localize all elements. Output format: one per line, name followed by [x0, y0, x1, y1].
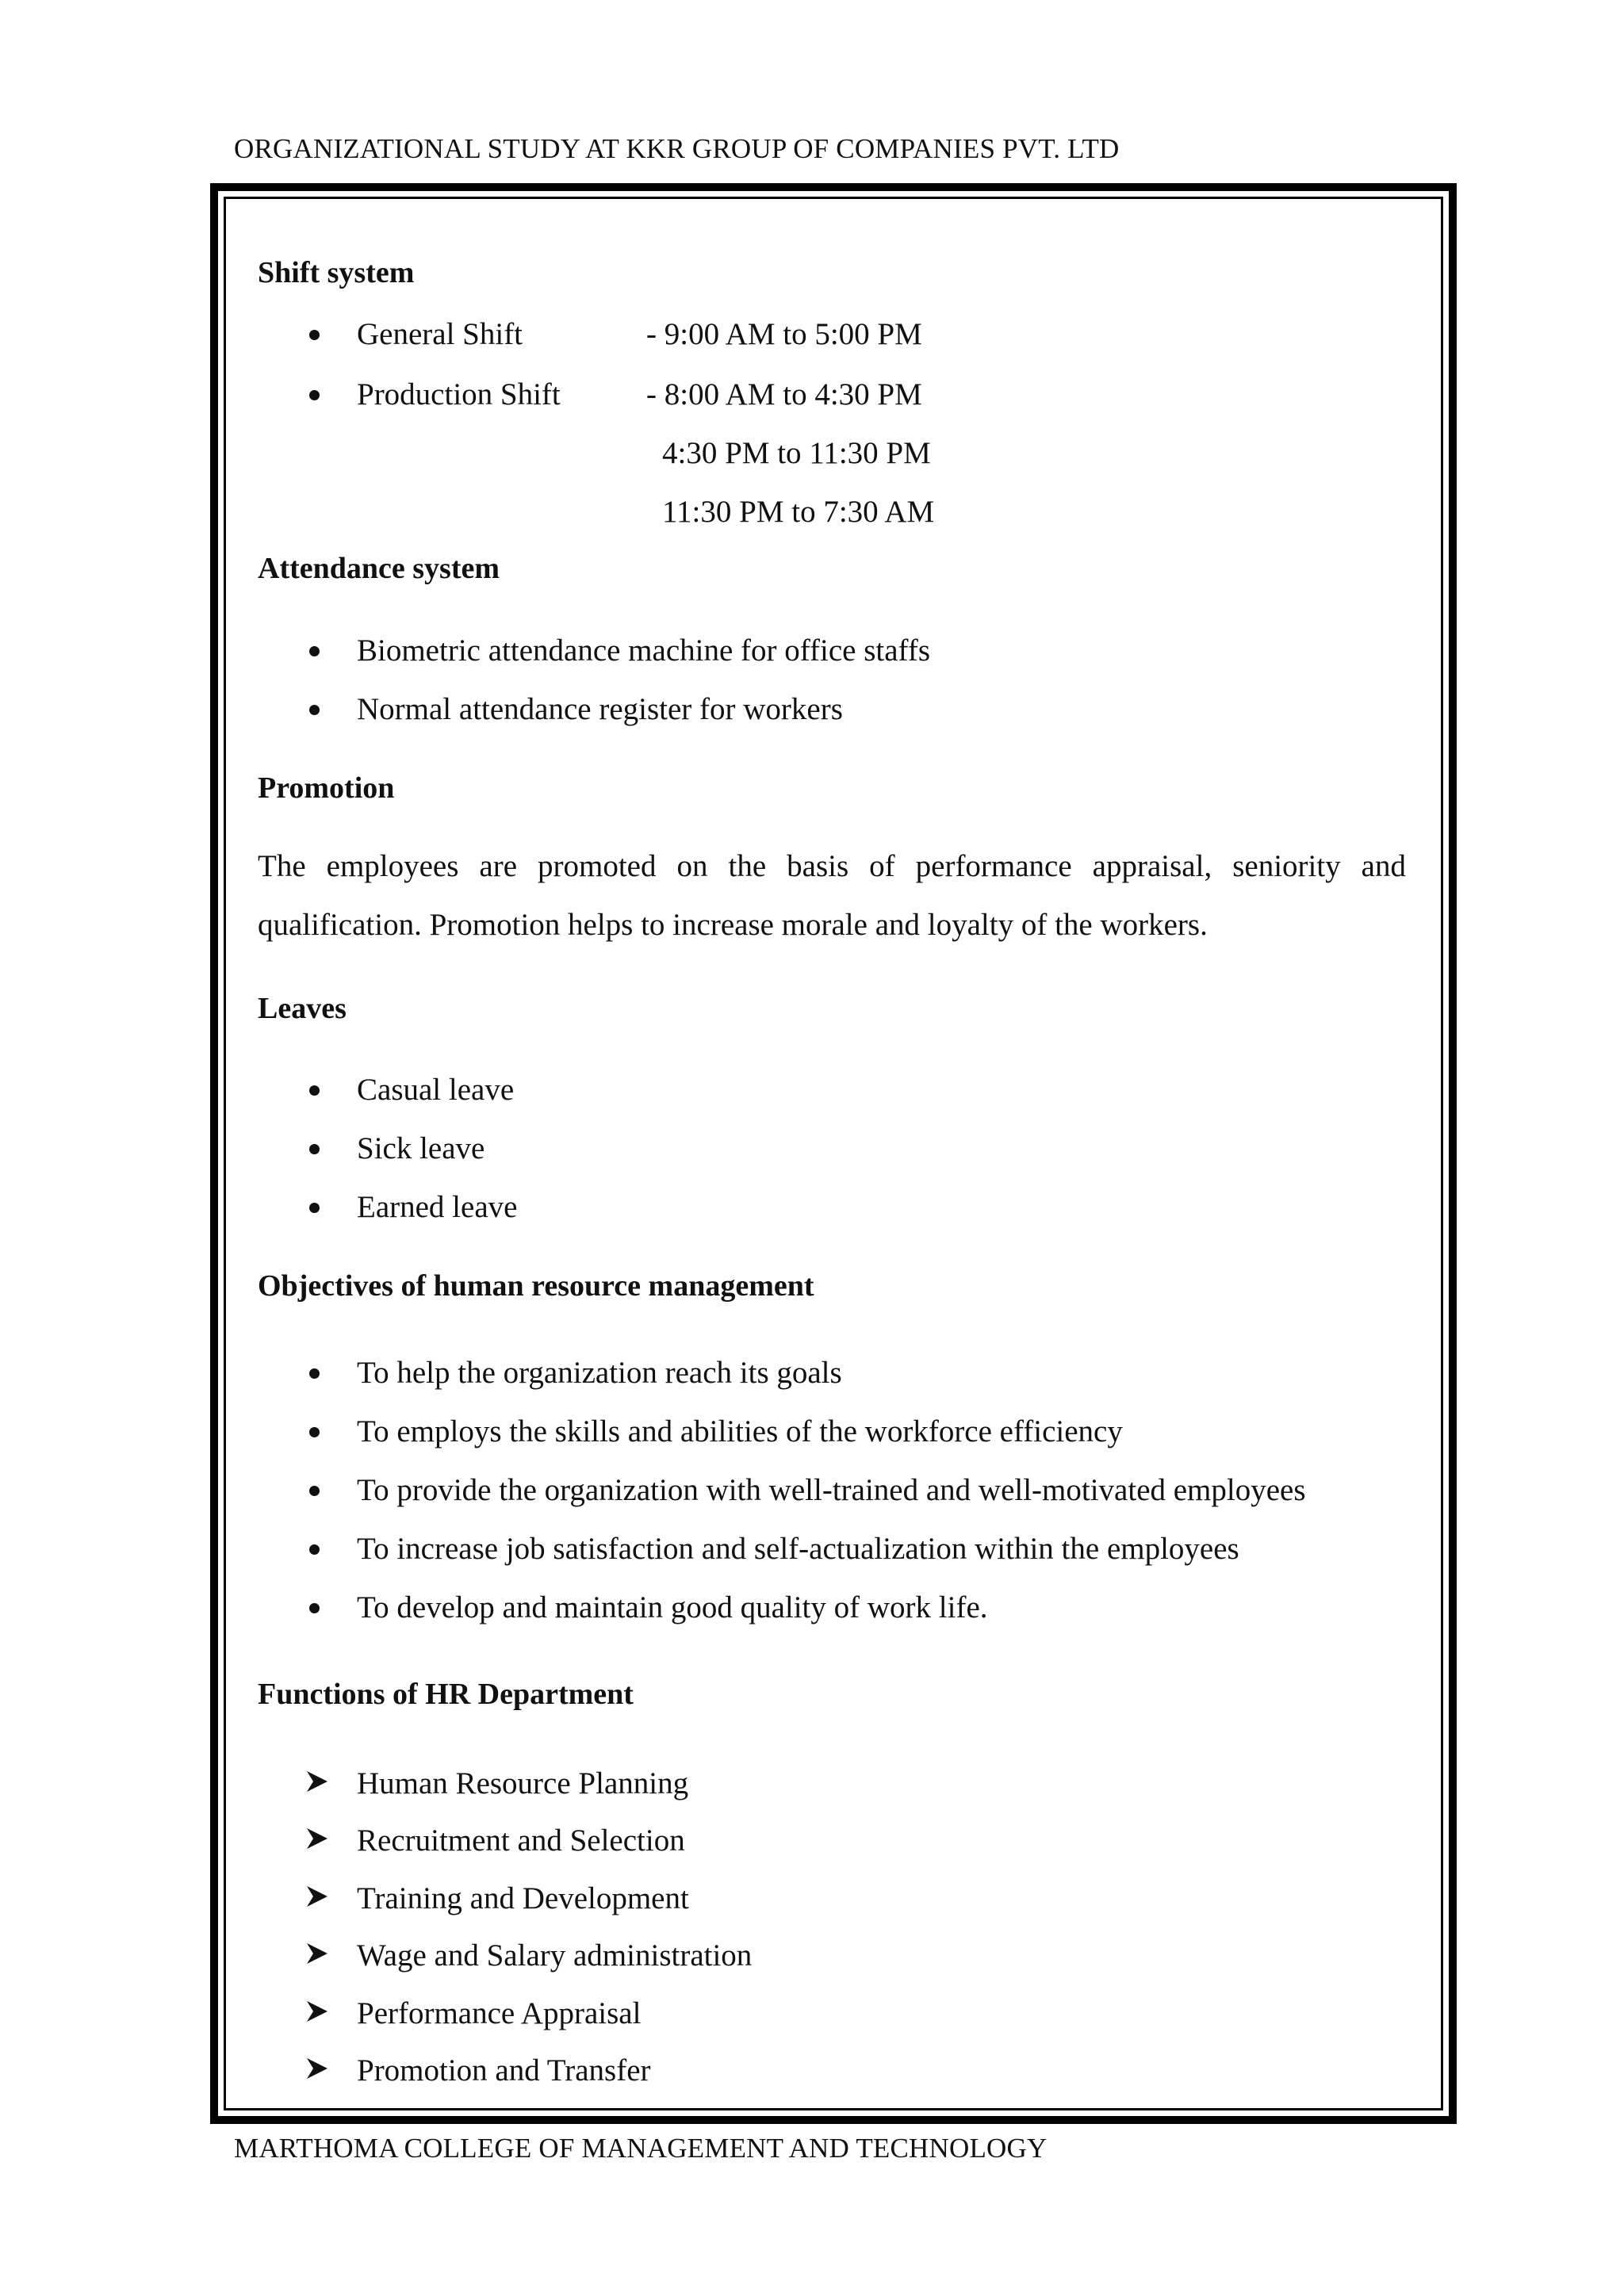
bullet-icon: [309, 330, 320, 340]
shift-general-time: - 9:00 AM to 5:00 PM: [646, 317, 922, 351]
section-heading-attendance-system: Attendance system: [258, 552, 500, 585]
bullet-icon: [309, 1085, 320, 1096]
function-item: Human Resource Planning: [357, 1766, 689, 1800]
bullet-icon: [309, 1203, 320, 1213]
attendance-item: Biometric attendance machine for office staffs: [357, 633, 931, 668]
function-item: Training and Development: [357, 1881, 689, 1915]
function-item: Recruitment and Selection: [357, 1823, 685, 1858]
bullet-icon: [309, 646, 320, 656]
promotion-paragraph-line-2: qualification. Promotion helps to increase morale and loyalty of the workers.: [258, 908, 1208, 942]
leave-item: Earned leave: [357, 1190, 518, 1224]
attendance-item: Normal attendance register for workers: [357, 692, 843, 726]
objective-item: To provide the organization with well-trained and well-motivated employees: [357, 1473, 1306, 1507]
function-item: Promotion and Transfer: [357, 2053, 651, 2087]
section-heading-functions: Functions of HR Department: [258, 1678, 634, 1711]
bullet-icon: [309, 1486, 320, 1496]
bullet-icon: [309, 1427, 320, 1437]
objective-item: To help the organization reach its goals: [357, 1356, 842, 1390]
shift-production-time-1: - 8:00 AM to 4:30 PM: [646, 377, 922, 411]
shift-production-time-3: 11:30 PM to 7:30 AM: [662, 495, 935, 529]
arrow-bullet-icon: [305, 2057, 329, 2080]
objective-item: To develop and maintain good quality of work life.: [357, 1590, 988, 1624]
section-heading-objectives: Objectives of human resource management: [258, 1269, 814, 1303]
shift-production-label: Production Shift: [357, 377, 561, 411]
function-item: Wage and Salary administration: [357, 1938, 753, 1973]
function-item: Performance Appraisal: [357, 1996, 642, 2030]
shift-general-label: General Shift: [357, 317, 523, 351]
section-heading-shift-system: Shift system: [258, 256, 415, 289]
running-footer: MARTHOMA COLLEGE OF MANAGEMENT AND TECHNOLOGY: [234, 2133, 1048, 2164]
running-header: ORGANIZATIONAL STUDY AT KKR GROUP OF COMPANIES PVT. LTD: [234, 133, 1120, 164]
bullet-icon: [309, 1603, 320, 1613]
arrow-bullet-icon: [305, 1885, 329, 1908]
objective-item: To increase job satisfaction and self-actualization within the employees: [357, 1532, 1239, 1566]
leave-item: Casual leave: [357, 1073, 515, 1107]
objective-item: To employs the skills and abilities of the workforce efficiency: [357, 1414, 1123, 1448]
arrow-bullet-icon: [305, 1827, 329, 1850]
promotion-paragraph-line-1: The employees are promoted on the basis of performance appraisal, seniority and: [258, 849, 1406, 883]
leave-item: Sick leave: [357, 1131, 485, 1165]
bullet-icon: [309, 390, 320, 400]
bullet-icon: [309, 1544, 320, 1555]
bullet-icon: [309, 1368, 320, 1379]
arrow-bullet-icon: [305, 1942, 329, 1965]
section-heading-promotion: Promotion: [258, 771, 395, 805]
bullet-icon: [309, 1144, 320, 1154]
section-heading-leaves: Leaves: [258, 992, 347, 1025]
arrow-bullet-icon: [305, 1999, 329, 2023]
bullet-icon: [309, 705, 320, 715]
arrow-bullet-icon: [305, 1770, 329, 1793]
shift-production-time-2: 4:30 PM to 11:30 PM: [662, 436, 931, 470]
